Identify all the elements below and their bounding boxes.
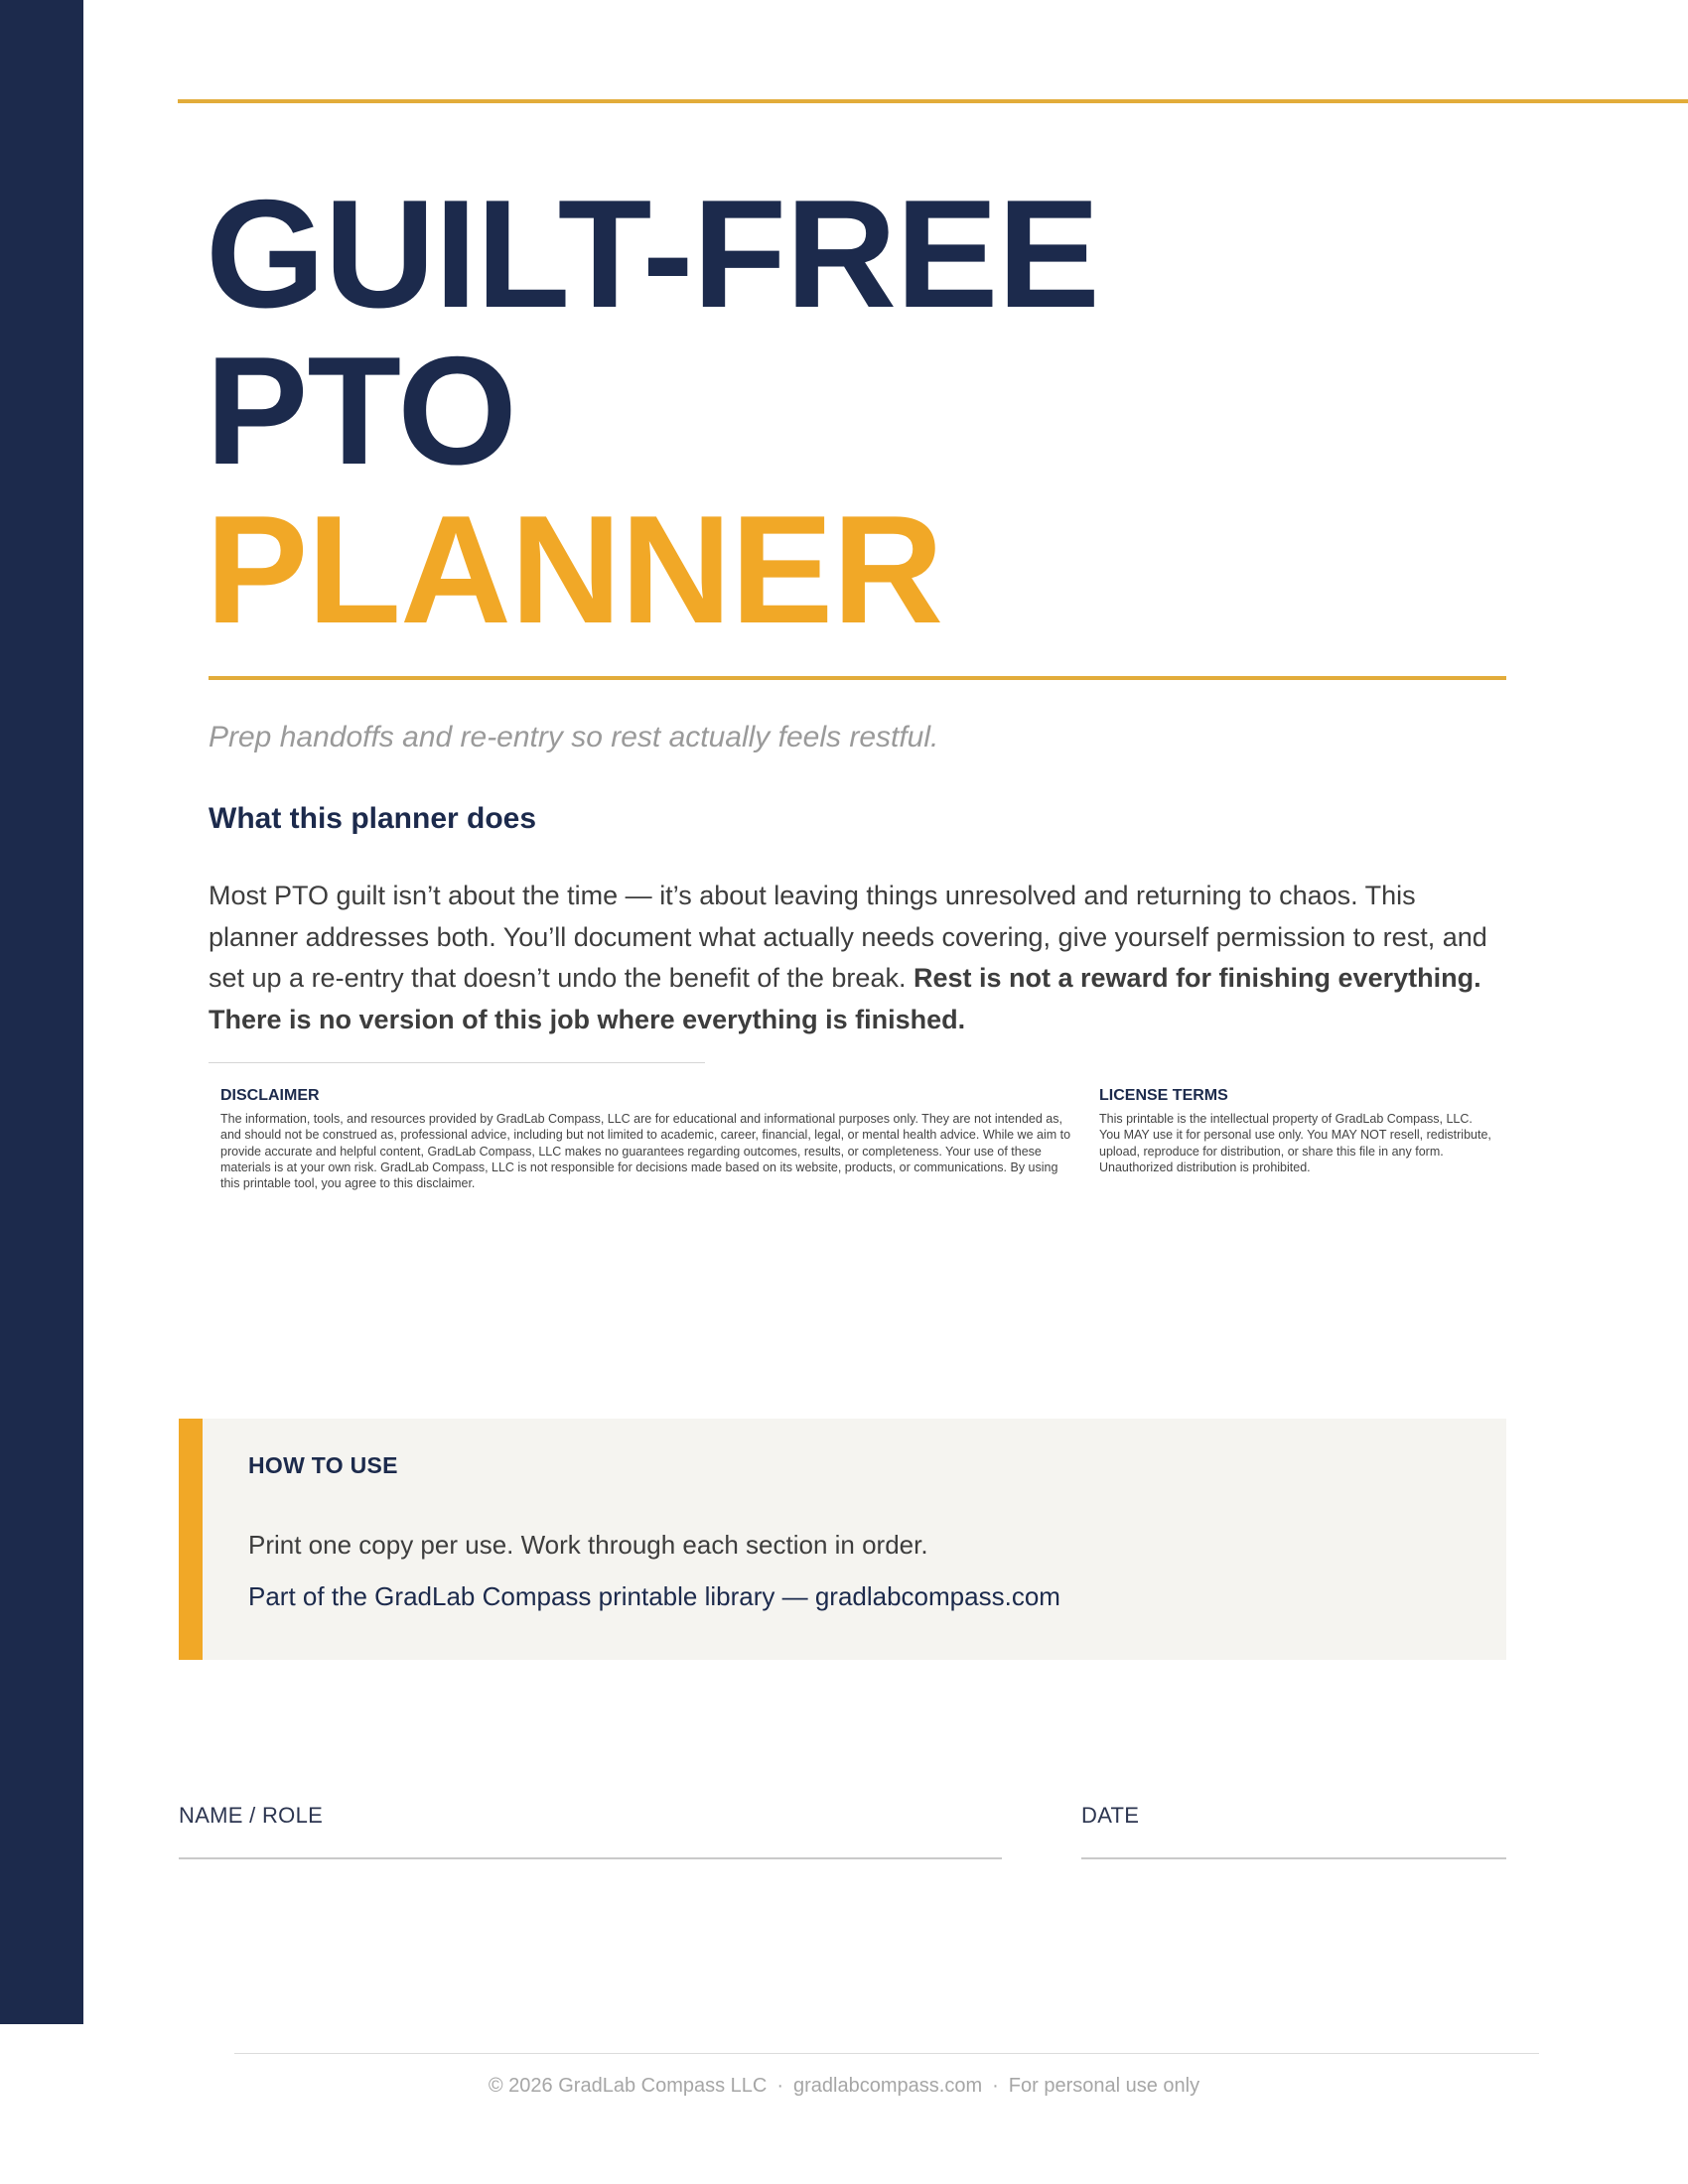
intro-emphasis: Rest is not a reward for finishing everything. There is no version of this job where everything is finished. bbox=[209, 963, 1481, 1034]
date-field[interactable] bbox=[1081, 1857, 1506, 1859]
disclaimer-text: The information, tools, and resources provided by GradLab Compass, LLC are for educational and informational purposes only. They are not intended as, and should not be construed as, professional advice, including but not limited to academic, career, financial, legal, or mental health advice. While we aim to provide accurate and helpful content, GradLab Compass, LLC makes no guarantees regarding outcomes, results, or completeness. Your use of these materials is at your own risk. GradLab Compass, LLC is not responsible for decisions made based on its website, products, or communications. By using this printable tool, you agree to this disclaimer. bbox=[220, 1112, 1071, 1191]
name-role-label: NAME / ROLE bbox=[179, 1803, 324, 1828]
license-text: This printable is the intellectual property of GradLab Compass, LLC. You MAY use it for personal use only. You MAY NOT resell, redistribute, upload, reproduce for distribution, or share this file in any form. Unauthorized distribution is prohibited. bbox=[1099, 1112, 1491, 1174]
date-label: DATE bbox=[1081, 1803, 1140, 1828]
footer-website: gradlabcompass.com bbox=[793, 2075, 983, 2097]
intro-body: Most PTO guilt isn’t about the time — it’s about leaving things unresolved and returning to chaos. This planner addresses both. You’ll document what actually needs covering, give yourself permission to rest, and set up a re-entry that doesn’t undo the benefit of the break. bbox=[209, 881, 1487, 993]
top-divider bbox=[178, 99, 1688, 103]
how-to-use-instruction: Print one copy per use. Work through each section in order. bbox=[248, 1530, 928, 1560]
title-line-2: PTO bbox=[206, 325, 516, 496]
how-to-use-heading: HOW TO USE bbox=[248, 1452, 398, 1478]
footer-separator: · bbox=[776, 2075, 784, 2097]
disclaimer-heading: DISCLAIMER bbox=[220, 1087, 320, 1104]
footer bbox=[0, 2075, 1688, 2098]
license-heading: LICENSE TERMS bbox=[1099, 1087, 1228, 1104]
title-divider bbox=[209, 676, 1506, 680]
footer-divider bbox=[234, 2053, 1539, 2054]
subtitle: Prep handoffs and re-entry so rest actually feels restful. bbox=[209, 721, 939, 753]
title-line-3: PLANNER bbox=[206, 483, 943, 655]
side-accent-bar bbox=[0, 0, 83, 2024]
intro-paragraph bbox=[209, 876, 1511, 1040]
disclaimer-divider bbox=[209, 1062, 705, 1063]
how-to-use-accent bbox=[179, 1419, 203, 1660]
footer-copyright: © 2026 GradLab Compass LLC bbox=[488, 2075, 768, 2097]
name-role-field[interactable] bbox=[179, 1857, 1002, 1859]
how-to-use-library-note: Part of the GradLab Compass printable library — gradlabcompass.com bbox=[248, 1581, 1060, 1611]
footer-usage: For personal use only bbox=[1008, 2075, 1200, 2097]
intro-heading: What this planner does bbox=[209, 802, 537, 835]
footer-separator: · bbox=[992, 2075, 999, 2097]
title-line-1: GUILT-FREE bbox=[206, 168, 1099, 340]
how-to-use-panel bbox=[179, 1419, 1506, 1660]
